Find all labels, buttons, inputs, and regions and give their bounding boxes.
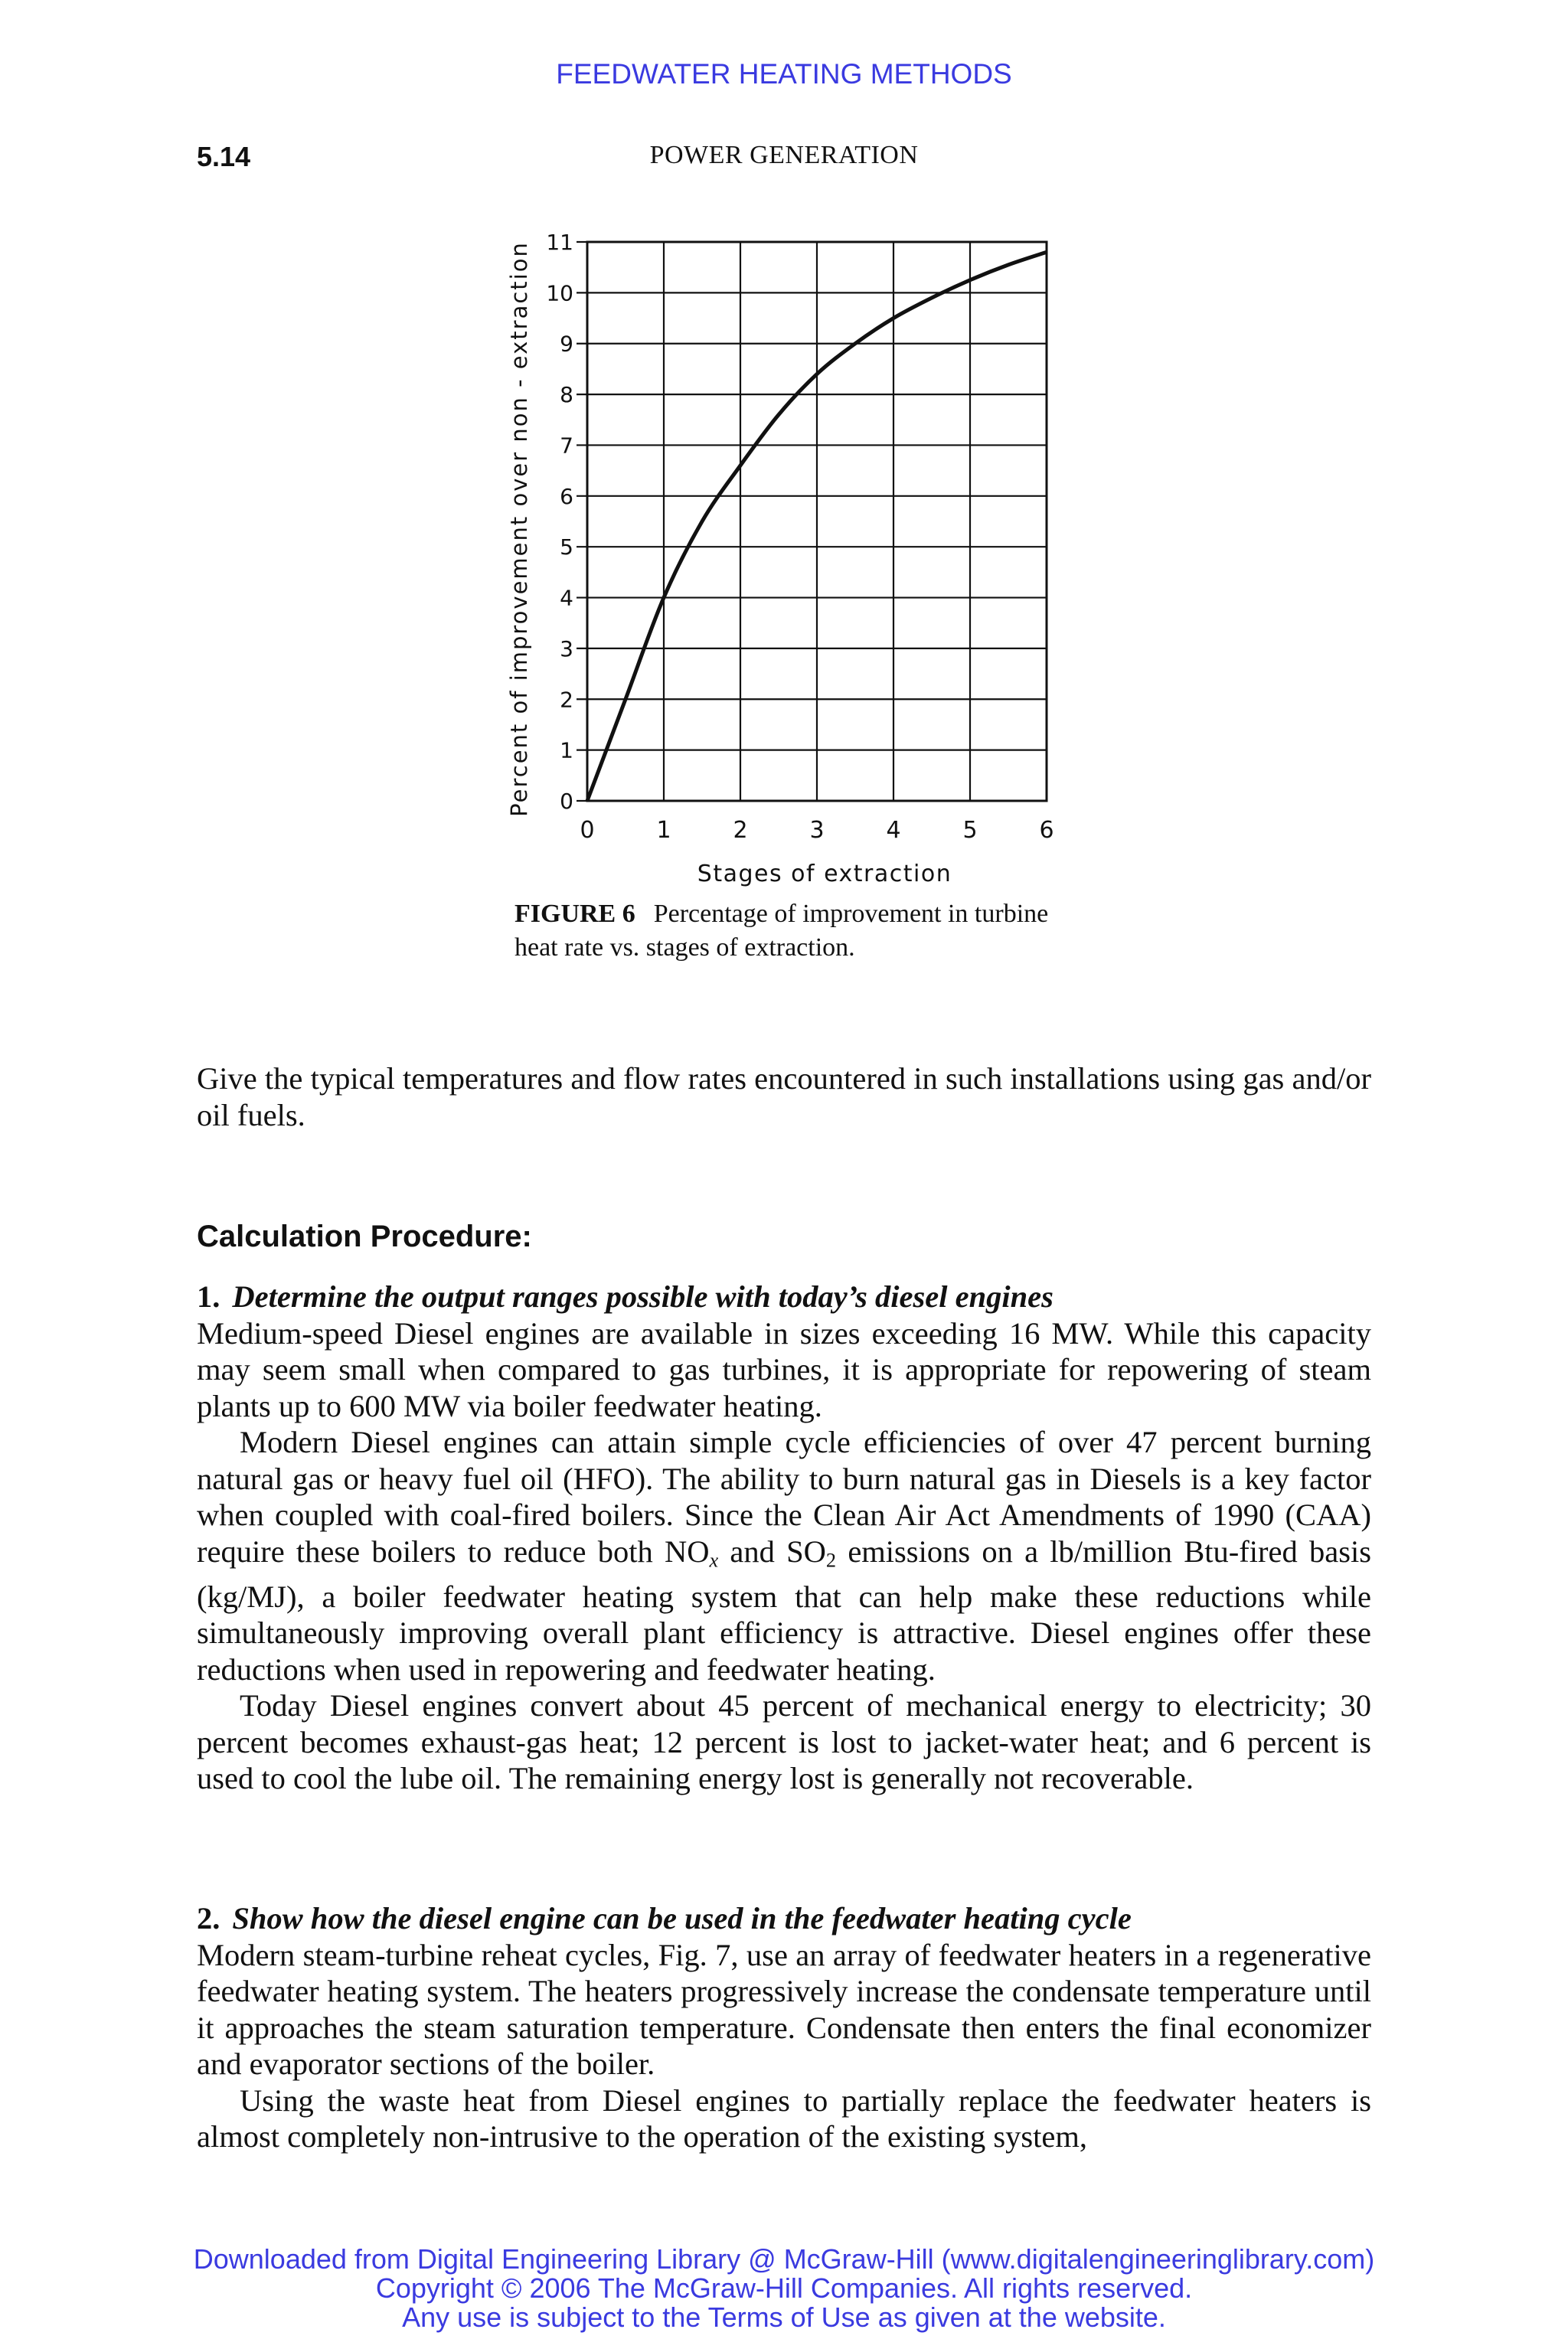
running-head: FEEDWATER HEATING METHODS xyxy=(556,58,1012,90)
step-2-heading xyxy=(197,1900,1371,1937)
step-2-number: 2. xyxy=(197,1901,220,1936)
y-tick-label: 6 xyxy=(560,483,573,509)
y-tick-label: 1 xyxy=(560,737,573,763)
y-tick-label: 3 xyxy=(560,635,573,662)
y-tick-label: 4 xyxy=(560,585,573,611)
step-2 xyxy=(197,1900,1371,2155)
step-1-paragraph-2: Modern Diesel engines can attain simple cycle efficiencies of over 47 percent burning natural gas or heavy fuel oil (HFO). The ability to burn natural gas in Diesels is a key factor when coupled with coal-fired boilers. Since the Clean Air Act Amendments of 1990 (CAA) require these boilers to reduce both $NO_x$ and $SO_2$ emissions on a lb/million Btu-fired basis (kg/MJ), a boiler feedwater heating system that can help make these reductions while simultaneously improving overall plant efficiency is attractive. Diesel engines offer these reductions when used in repowering and feedwater heating. xyxy=(197,1425,1371,1687)
step-2-title: Show how the diesel engine can be used in the feedwater heating cycle xyxy=(232,1901,1132,1936)
footer-line-1[interactable]: Downloaded from Digital Engineering Library @ McGraw-Hill (www.digitalengineeringlibrary.com) xyxy=(193,2243,1375,2275)
intro-paragraph: Give the typical temperatures and flow rates encountered in such installations using gas and/or oil fuels. xyxy=(197,1061,1371,1132)
y-tick-label: 9 xyxy=(560,331,573,357)
step-2-paragraph-2: Using the waste heat from Diesel engines to partially replace the feedwater heaters is almost completely non-intrusive to the operation of the existing system, xyxy=(197,2082,1371,2154)
step-1 xyxy=(197,1279,1371,1797)
step-1-paragraph-3: Today Diesel engines convert about 45 percent of mechanical energy to electricity; 30 percent becomes exhaust-gas heat; 12 percent is lost to jacket-water heat; and 6 percent is used to cool the lube oil. The remaining energy lost is generally not recoverable. xyxy=(197,1688,1371,1796)
footer xyxy=(0,2245,1568,2332)
x-tick-label: 3 xyxy=(809,817,825,844)
footer-line-2: Copyright © 2006 The McGraw-Hill Companies. All rights reserved. xyxy=(375,2272,1193,2304)
figure-label: FIGURE 6 xyxy=(514,900,635,928)
figure-6-chart xyxy=(490,228,1072,887)
book-title: POWER GENERATION xyxy=(649,141,919,169)
x-tick-label: 5 xyxy=(962,817,978,844)
figure-caption-text: Percentage of improvement in turbine heat rate vs. stages of extraction. xyxy=(514,900,1049,962)
y-tick-label: 2 xyxy=(560,687,573,713)
y-tick-label: 11 xyxy=(546,230,573,255)
x-tick-label: 1 xyxy=(656,817,671,844)
step-2-paragraph-1: Modern steam-turbine reheat cycles, Fig. 7, use an array of feedwater heaters in a regenerative feedwater heating system. The heaters progressively increase the condensate temperature until it approaches the steam saturation temperature. Condensate then enters the final economizer and evaporator sections of the boiler. xyxy=(197,1937,1371,2081)
x-tick-label: 2 xyxy=(733,817,748,844)
x-tick-label: 6 xyxy=(1039,817,1054,844)
x-axis-label: Stages of extraction xyxy=(697,861,952,887)
x-tick-label: 0 xyxy=(580,817,595,844)
step-1-number: 1. xyxy=(197,1279,220,1314)
footer-line-3: Any use is subject to the Terms of Use as given at the website. xyxy=(402,2301,1166,2333)
y-tick-label: 5 xyxy=(560,534,573,560)
figure-caption xyxy=(514,897,1066,965)
step-1-heading xyxy=(197,1279,1371,1315)
section-heading: Calculation Procedure: xyxy=(197,1220,532,1253)
y-tick-label: 8 xyxy=(560,382,573,408)
x-tick-label: 4 xyxy=(886,817,901,844)
step-1-paragraph-1: Medium-speed Diesel engines are available in sizes exceeding 16 MW. While this capacity may seem small when compared to gas turbines, it is appropriate for repowering of steam plants up to 600 MW via boiler feedwater heating. xyxy=(197,1315,1371,1423)
y-axis-label: Percent of improvement over non - extraction xyxy=(506,241,532,817)
intro-paragraph-block xyxy=(197,1060,1371,1133)
y-tick-label: 7 xyxy=(560,433,573,459)
y-tick-label: 0 xyxy=(560,789,573,814)
y-tick-label: 10 xyxy=(546,280,573,306)
page-number: 5.14 xyxy=(197,141,251,172)
step-1-title: Determine the output ranges possible with today’s diesel engines xyxy=(232,1279,1054,1314)
